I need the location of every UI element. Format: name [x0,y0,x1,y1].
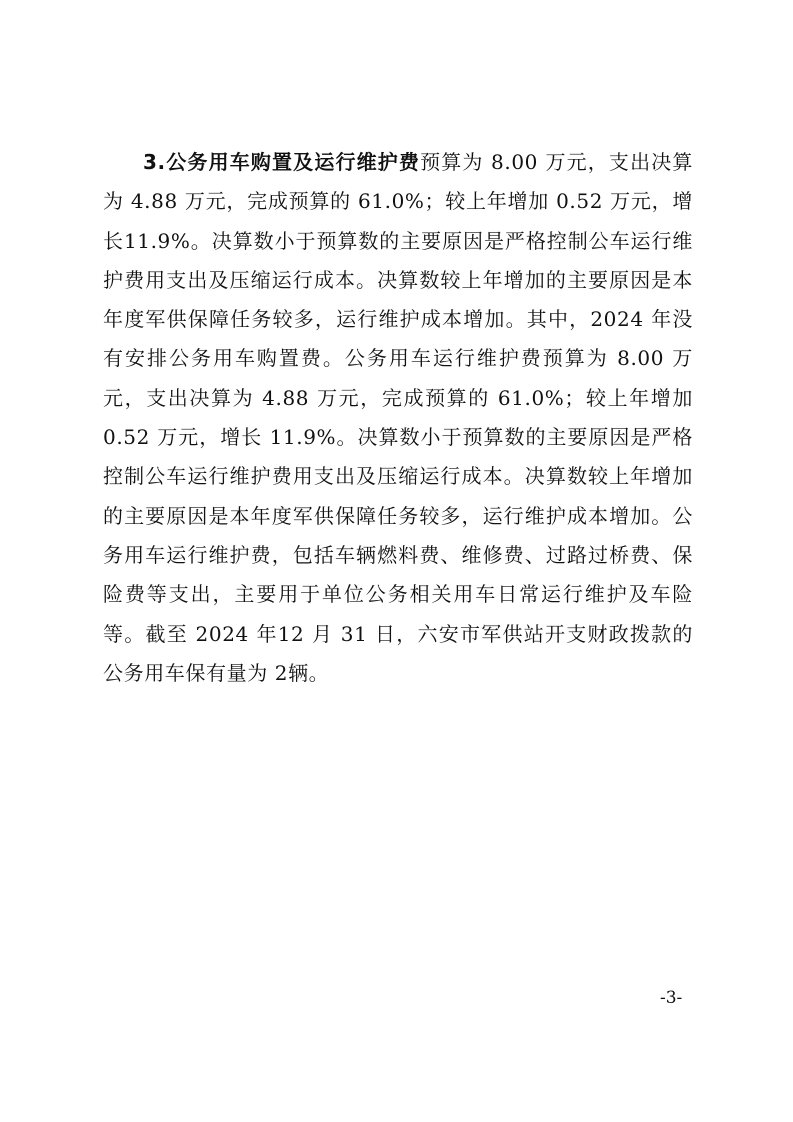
section-paragraph [103,143,693,693]
page-number: -3- [660,988,683,1008]
section-body-text: 预算为 8.00 万元，支出决算为 4.88 万元，完成预算的 61.0%；较上年增加 0.52 万元，增长11.9%。决算数小于预算数的主要原因是严格控制公车运行维护费用支出及压缩运行成本。决算数较上年增加的主要原因是本年度军供保障任务较多，运行维护成本增加。其中，2024 年没有安排公务用车购置费。公务用车运行维护费预算为 8.00 万元，支出决算为 4.88 万元，完成预算的 61.0%；较上年增加 0.52 万元，增长 11.9%。决算数小于预算数的主要原因是严格控制公车运行维护费用支出及压缩运行成本。决算数较上年增加的主要原因是本年度军供保障任务较多，运行维护成本增加。公务用车运行维护费，包括车辆燃料费、维修费、过路过桥费、保险费等支出，主要用于单位公务相关用车日常运行维护及车险等。截至 2024 年12 月 31 日，六安市军供站开支财政拨款的公务用车保有量为 2辆。 [103,150,693,685]
document-body [103,143,693,693]
section-heading: 3.公务用车购置及运行维护费 [143,150,421,174]
